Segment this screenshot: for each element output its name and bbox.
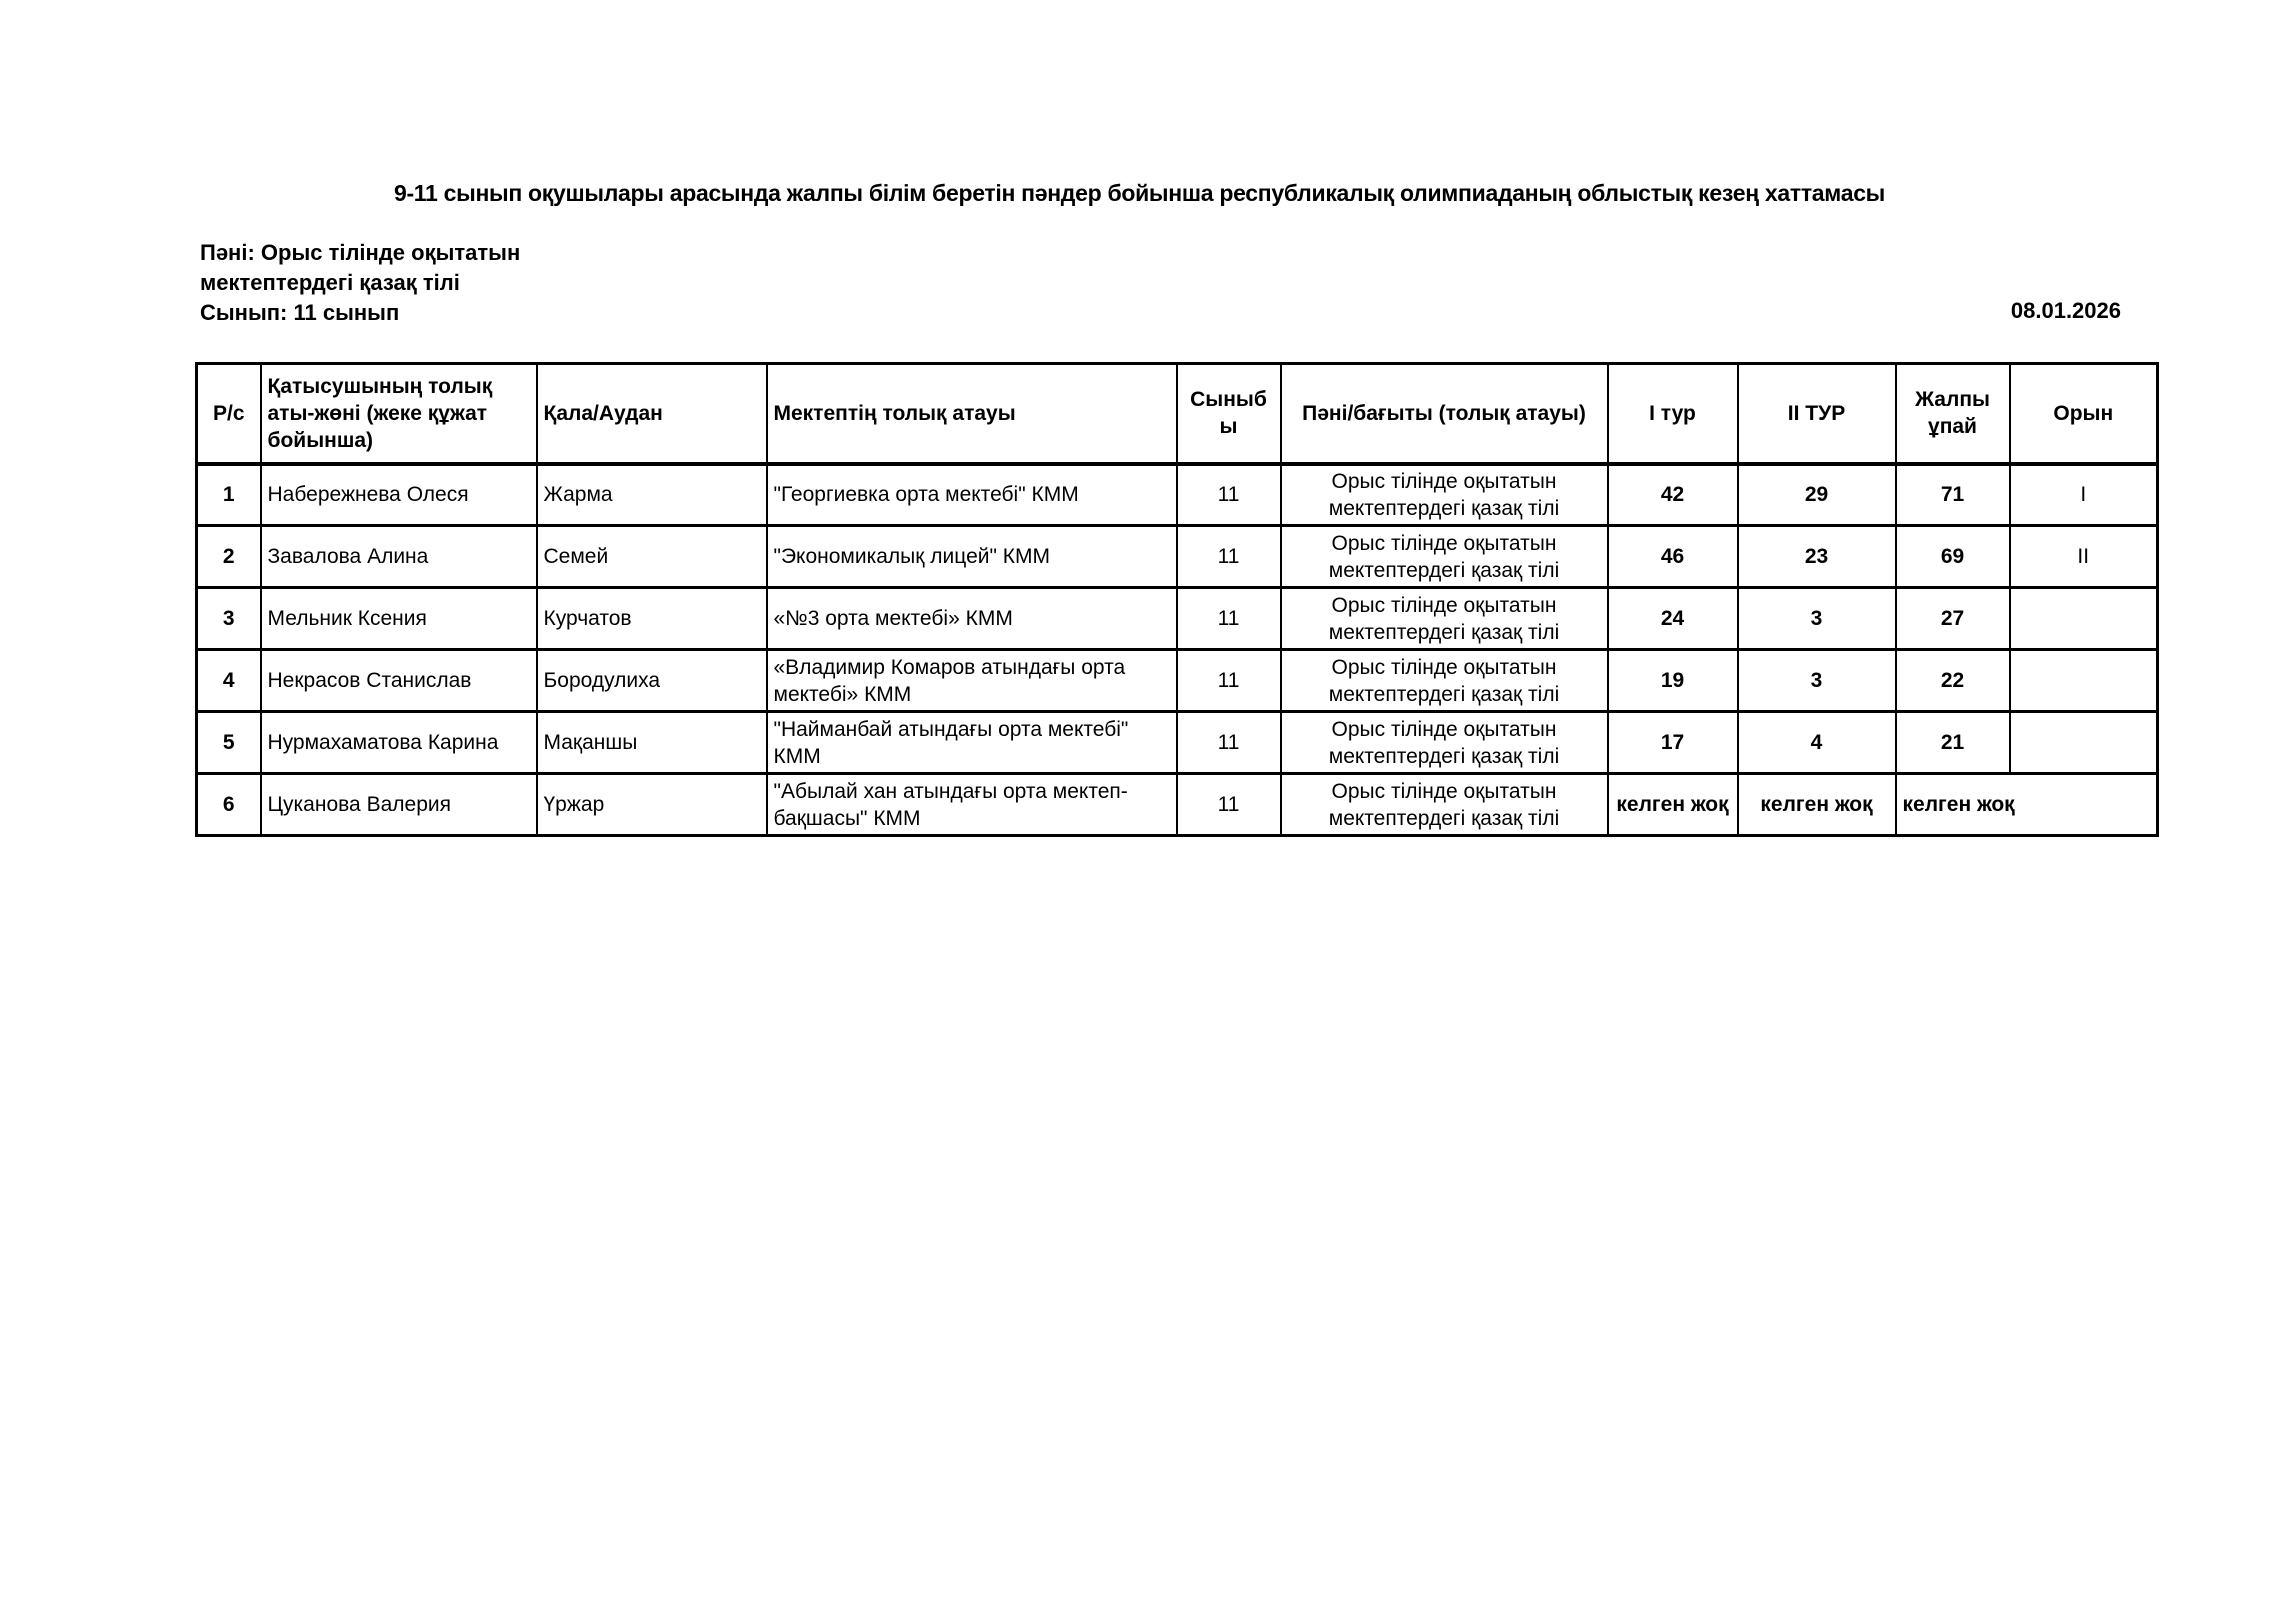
grade-cell: 11 xyxy=(1177,464,1281,526)
participant-name-cell: Набережнева Олеся xyxy=(261,464,537,526)
city-cell: Үржар xyxy=(537,774,767,836)
city-cell: Курчатов xyxy=(537,588,767,650)
city-cell: Мақаншы xyxy=(537,712,767,774)
total-score-cell: 69 xyxy=(1896,526,2010,588)
row-number-cell: 4 xyxy=(197,650,261,712)
total-score-cell: келген жоқ xyxy=(1896,774,2158,836)
place-cell: I xyxy=(2010,464,2158,526)
participant-name-cell: Некрасов Станислав xyxy=(261,650,537,712)
tour1-score-cell: 19 xyxy=(1608,650,1738,712)
table-header-row xyxy=(197,364,2158,464)
table-row xyxy=(197,526,2158,588)
tour1-score-cell: 17 xyxy=(1608,712,1738,774)
tour2-score-cell: 23 xyxy=(1738,526,1896,588)
tour2-score-cell: 4 xyxy=(1738,712,1896,774)
city-cell: Семей xyxy=(537,526,767,588)
school-cell: "Найманбай атындағы орта мектебі" КММ xyxy=(767,712,1177,774)
document-meta xyxy=(200,238,520,328)
city-cell: Жарма xyxy=(537,464,767,526)
tour1-score-cell: 46 xyxy=(1608,526,1738,588)
school-cell: «№3 орта мектебі» КММ xyxy=(767,588,1177,650)
document-date: 08.01.2026 xyxy=(2010,298,2121,323)
school-cell: «Владимир Комаров атындағы орта мектебі» КММ xyxy=(767,650,1177,712)
subject-cell: Орыс тілінде оқытатын мектептердегі қазақ тілі xyxy=(1281,464,1608,526)
col-header-name: Қатысушының толық аты-жөні (жеке құжат бойынша) xyxy=(261,364,537,464)
subject-cell: Орыс тілінде оқытатын мектептердегі қазақ тілі xyxy=(1281,650,1608,712)
table-row xyxy=(197,774,2158,836)
school-cell: "Абылай хан атындағы орта мектеп-бақшасы" КММ xyxy=(767,774,1177,836)
place-cell xyxy=(2010,588,2158,650)
total-score-cell: 71 xyxy=(1896,464,2010,526)
row-number-cell: 2 xyxy=(197,526,261,588)
table-row xyxy=(197,464,2158,526)
school-cell: "Экономикалық лицей" КММ xyxy=(767,526,1177,588)
row-number-cell: 5 xyxy=(197,712,261,774)
subject-label-line1: Пәні: Орыс тілінде оқытатын xyxy=(200,240,521,265)
col-header-tour1: I тур xyxy=(1608,364,1738,464)
subject-label-line2: мектептердегі қазақ тілі xyxy=(200,270,460,295)
tour1-score-cell: 42 xyxy=(1608,464,1738,526)
school-cell: "Георгиевка орта мектебі" КММ xyxy=(767,464,1177,526)
place-cell: II xyxy=(2010,526,2158,588)
subject-cell: Орыс тілінде оқытатын мектептердегі қазақ тілі xyxy=(1281,526,1608,588)
col-header-school: Мектептің толық атауы xyxy=(767,364,1177,464)
participant-name-cell: Нурмахаматова Карина xyxy=(261,712,537,774)
page-title: 9-11 сынып оқушылары арасында жалпы білім беретін пәндер бойынша республикалық олимпиаданың облыстық кезең хаттамасы xyxy=(393,180,1886,206)
tour2-score-cell: 3 xyxy=(1738,650,1896,712)
tour2-score-cell: келген жоқ xyxy=(1738,774,1896,836)
col-header-city: Қала/Аудан xyxy=(537,364,767,464)
subject-cell: Орыс тілінде оқытатын мектептердегі қазақ тілі xyxy=(1281,712,1608,774)
col-header-subject: Пәні/бағыты (толық атауы) xyxy=(1281,364,1608,464)
participant-name-cell: Завалова Алина xyxy=(261,526,537,588)
place-cell xyxy=(2010,712,2158,774)
table-row xyxy=(197,712,2158,774)
tour1-score-cell: келген жоқ xyxy=(1608,774,1738,836)
tour2-score-cell: 29 xyxy=(1738,464,1896,526)
city-cell: Бородулиха xyxy=(537,650,767,712)
total-score-cell: 22 xyxy=(1896,650,2010,712)
tour2-score-cell: 3 xyxy=(1738,588,1896,650)
subject-cell: Орыс тілінде оқытатын мектептердегі қазақ тілі xyxy=(1281,588,1608,650)
table-row xyxy=(197,650,2158,712)
place-cell xyxy=(2010,650,2158,712)
participant-name-cell: Мельник Ксения xyxy=(261,588,537,650)
grade-cell: 11 xyxy=(1177,588,1281,650)
col-header-grade: Сыныбы xyxy=(1177,364,1281,464)
col-header-tour2: II ТУР xyxy=(1738,364,1896,464)
row-number-cell: 3 xyxy=(197,588,261,650)
grade-cell: 11 xyxy=(1177,712,1281,774)
total-score-cell: 27 xyxy=(1896,588,2010,650)
row-number-cell: 6 xyxy=(197,774,261,836)
grade-cell: 11 xyxy=(1177,650,1281,712)
col-header-place: Орын xyxy=(2010,364,2158,464)
grade-cell: 11 xyxy=(1177,774,1281,836)
subject-cell: Орыс тілінде оқытатын мектептердегі қазақ тілі xyxy=(1281,774,1608,836)
col-header-num: Р/с xyxy=(197,364,261,464)
grade-cell: 11 xyxy=(1177,526,1281,588)
class-label: Сынып: 11 сынып xyxy=(200,300,400,325)
table-row xyxy=(197,588,2158,650)
participant-name-cell: Цуканова Валерия xyxy=(261,774,537,836)
olympiad-results-table xyxy=(195,362,2159,837)
col-header-total: Жалпы ұпай xyxy=(1896,364,2010,464)
total-score-cell: 21 xyxy=(1896,712,2010,774)
tour1-score-cell: 24 xyxy=(1608,588,1738,650)
row-number-cell: 1 xyxy=(197,464,261,526)
